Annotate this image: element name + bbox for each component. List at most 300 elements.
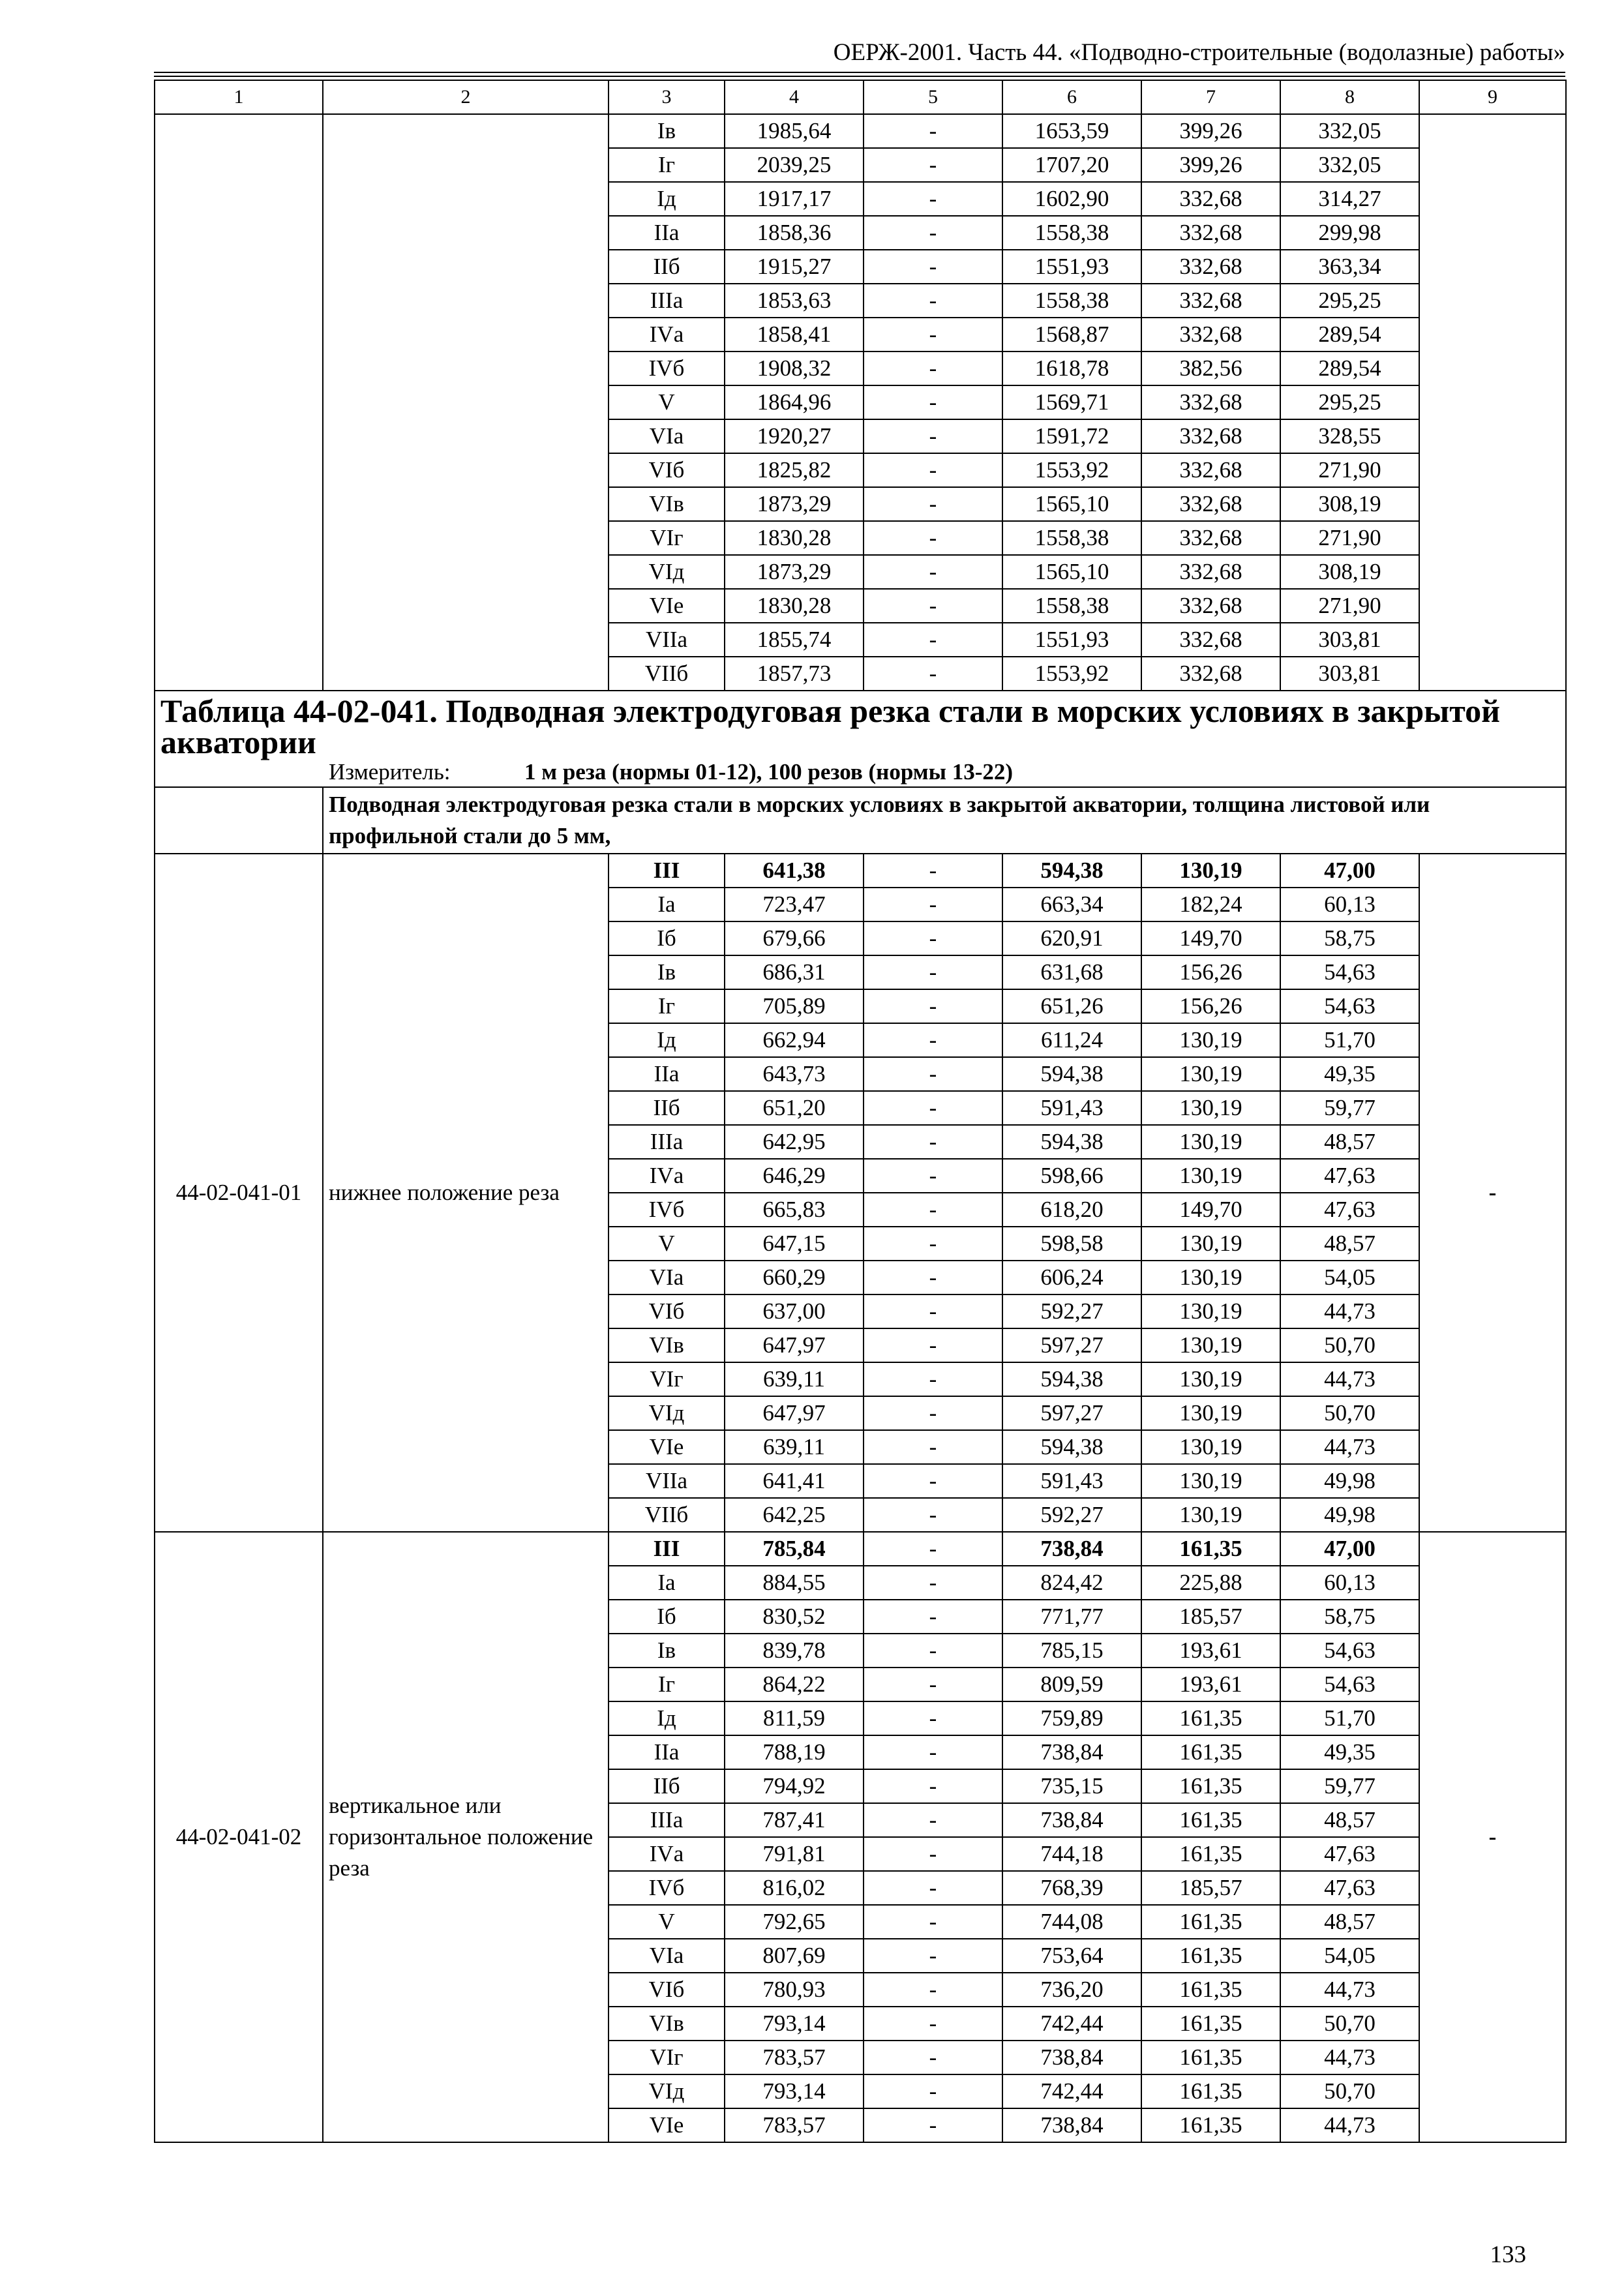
table-cell: - <box>864 114 1002 148</box>
table-cell: 130,19 <box>1141 1159 1280 1193</box>
table-cell: - <box>864 1498 1002 1532</box>
table-cell: 314,27 <box>1280 182 1419 216</box>
table-cell: 332,68 <box>1141 318 1280 352</box>
table-cell: IVб <box>609 1193 725 1227</box>
table-cell: 1825,82 <box>725 453 864 487</box>
table-cell: - <box>864 1600 1002 1634</box>
table-cell: 1985,64 <box>725 114 864 148</box>
table-cell: 156,26 <box>1141 989 1280 1023</box>
column-number: 7 <box>1141 80 1280 114</box>
table-cell: III <box>609 1532 725 1566</box>
table-cell: 161,35 <box>1141 1905 1280 1939</box>
table-cell: 639,11 <box>725 1430 864 1464</box>
table-cell: 161,35 <box>1141 2074 1280 2108</box>
table-cell: 51,70 <box>1280 1701 1419 1735</box>
table-cell: 1618,78 <box>1002 352 1141 385</box>
table-cell: 618,20 <box>1002 1193 1141 1227</box>
column-number-row <box>155 80 1566 114</box>
table-cell: 738,84 <box>1002 1532 1141 1566</box>
col9-value: - <box>1419 1532 1566 2142</box>
table-cell: 705,89 <box>725 989 864 1023</box>
table-cell: 50,70 <box>1280 2074 1419 2108</box>
table-cell: 271,90 <box>1280 453 1419 487</box>
table-cell: 130,19 <box>1141 1328 1280 1362</box>
table-cell: 1857,73 <box>725 657 864 691</box>
table-cell: 161,35 <box>1141 1701 1280 1735</box>
table-cell: 289,54 <box>1280 318 1419 352</box>
table-cell: 738,84 <box>1002 2041 1141 2074</box>
table-cell: 771,77 <box>1002 1600 1141 1634</box>
table-cell: 643,73 <box>725 1057 864 1091</box>
table-cell: 60,13 <box>1280 888 1419 921</box>
table-cell: 193,61 <box>1141 1668 1280 1701</box>
blank-col9-cell <box>1419 114 1566 691</box>
table-cell: VIа <box>609 1939 725 1973</box>
table-cell: 647,97 <box>725 1328 864 1362</box>
table-cell: 792,65 <box>725 1905 864 1939</box>
table-cell: 591,43 <box>1002 1091 1141 1125</box>
table-cell: 303,81 <box>1280 623 1419 657</box>
table-cell: 49,98 <box>1280 1464 1419 1498</box>
table-cell: 58,75 <box>1280 921 1419 955</box>
table-cell: 794,92 <box>725 1769 864 1803</box>
table-cell: 1873,29 <box>725 487 864 521</box>
table-cell: 185,57 <box>1141 1871 1280 1905</box>
table-cell: 130,19 <box>1141 1057 1280 1091</box>
table-cell: 1553,92 <box>1002 453 1141 487</box>
table-cell: 58,75 <box>1280 1600 1419 1634</box>
table-cell: 295,25 <box>1280 284 1419 318</box>
table-cell: 332,68 <box>1141 521 1280 555</box>
table-cell: 2039,25 <box>725 148 864 182</box>
norm-code: 44-02-041-01 <box>155 854 323 1532</box>
table-cell: 1830,28 <box>725 521 864 555</box>
table-cell: - <box>864 1566 1002 1600</box>
table-cell: - <box>864 1362 1002 1396</box>
norm-description: нижнее положение реза <box>323 854 609 1532</box>
table-cell: - <box>864 1023 1002 1057</box>
table-cell: 1873,29 <box>725 555 864 589</box>
table-cell: Iг <box>609 148 725 182</box>
table-cell: - <box>864 1634 1002 1668</box>
table-cell: 592,27 <box>1002 1498 1141 1532</box>
table-cell: 332,68 <box>1141 453 1280 487</box>
table-cell: 1558,38 <box>1002 216 1141 250</box>
table-cell: 594,38 <box>1002 1362 1141 1396</box>
table-cell: 686,31 <box>725 955 864 989</box>
table-cell: 637,00 <box>725 1294 864 1328</box>
table-cell: - <box>864 1803 1002 1837</box>
table-cell: VIIа <box>609 1464 725 1498</box>
table-cell: 47,00 <box>1280 1532 1419 1566</box>
table-cell: 332,68 <box>1141 385 1280 419</box>
table-cell: 130,19 <box>1141 1091 1280 1125</box>
table-cell: 1915,27 <box>725 250 864 284</box>
table-cell: 303,81 <box>1280 657 1419 691</box>
table-cell: 328,55 <box>1280 419 1419 453</box>
table-cell: - <box>864 1939 1002 1973</box>
table-cell: 884,55 <box>725 1566 864 1600</box>
table-cell: VIд <box>609 2074 725 2108</box>
table-cell: 1858,41 <box>725 318 864 352</box>
table-cell: 51,70 <box>1280 1023 1419 1057</box>
table-cell: 44,73 <box>1280 1294 1419 1328</box>
table-cell: 662,94 <box>725 1023 864 1057</box>
table-cell: 744,18 <box>1002 1837 1141 1871</box>
table-cell: 791,81 <box>725 1837 864 1871</box>
table-cell: 308,19 <box>1280 555 1419 589</box>
table-cell: 332,05 <box>1280 148 1419 182</box>
table-cell: VIе <box>609 589 725 623</box>
table-cell: 50,70 <box>1280 1328 1419 1362</box>
table-cell: Iд <box>609 1023 725 1057</box>
table-cell: 193,61 <box>1141 1634 1280 1668</box>
column-number: 1 <box>155 80 323 114</box>
table-cell: - <box>864 1091 1002 1125</box>
table-cell: 641,41 <box>725 1464 864 1498</box>
table-cell: IIIа <box>609 1803 725 1837</box>
table-cell: 182,24 <box>1141 888 1280 921</box>
table-cell: Iв <box>609 1634 725 1668</box>
table-cell: 816,02 <box>725 1871 864 1905</box>
table-cell: VIг <box>609 521 725 555</box>
table-cell: - <box>864 854 1002 888</box>
table-cell: 49,35 <box>1280 1735 1419 1769</box>
table-cell: - <box>864 487 1002 521</box>
table-cell: 47,63 <box>1280 1193 1419 1227</box>
table-cell: 161,35 <box>1141 2108 1280 2142</box>
table-title-row <box>155 691 1566 787</box>
table-cell: - <box>864 284 1002 318</box>
table-cell: 1591,72 <box>1002 419 1141 453</box>
table-cell: 332,68 <box>1141 419 1280 453</box>
table-cell: 1920,27 <box>725 419 864 453</box>
table-cell: 1707,20 <box>1002 148 1141 182</box>
subheading-row <box>155 787 1566 854</box>
table-cell: 1569,71 <box>1002 385 1141 419</box>
table-cell: 864,22 <box>725 1668 864 1701</box>
table-cell: 48,57 <box>1280 1227 1419 1261</box>
table-cell: - <box>864 1261 1002 1294</box>
table-cell: - <box>864 182 1002 216</box>
table-cell: 780,93 <box>725 1973 864 2007</box>
measure-value: 1 м реза (нормы 01-12), 100 резов (нормы 13-22) <box>524 759 1014 785</box>
table-cell: 130,19 <box>1141 1362 1280 1396</box>
table-cell: 130,19 <box>1141 1464 1280 1498</box>
table-cell: 811,59 <box>725 1701 864 1735</box>
table-cell: 591,43 <box>1002 1464 1141 1498</box>
table-cell: 742,44 <box>1002 2007 1141 2041</box>
table-cell: 1855,74 <box>725 623 864 657</box>
table-cell: 598,66 <box>1002 1159 1141 1193</box>
table-cell: Iд <box>609 182 725 216</box>
table-cell: Iб <box>609 1600 725 1634</box>
table-cell: 1558,38 <box>1002 589 1141 623</box>
table-cell: 824,42 <box>1002 1566 1141 1600</box>
table-cell: 1565,10 <box>1002 487 1141 521</box>
table-cell: 130,19 <box>1141 1498 1280 1532</box>
table-cell: - <box>864 2041 1002 2074</box>
table-cell: 1864,96 <box>725 385 864 419</box>
table-cell: Iв <box>609 114 725 148</box>
table-cell: - <box>864 1227 1002 1261</box>
table-title-cell <box>155 691 1566 787</box>
table-cell: 50,70 <box>1280 2007 1419 2041</box>
table-cell: 1908,32 <box>725 352 864 385</box>
table-body <box>155 80 1566 2142</box>
table-cell: VIа <box>609 419 725 453</box>
table-cell: - <box>864 1057 1002 1091</box>
table-cell: 1568,87 <box>1002 318 1141 352</box>
blank-desc-cell <box>323 114 609 691</box>
table-cell: 47,63 <box>1280 1159 1419 1193</box>
table-cell: 594,38 <box>1002 1057 1141 1091</box>
table-cell: 641,38 <box>725 854 864 888</box>
table-cell: Iб <box>609 921 725 955</box>
blank-code-cell <box>155 114 323 691</box>
table-cell: 130,19 <box>1141 1023 1280 1057</box>
table-cell: 1830,28 <box>725 589 864 623</box>
table-cell: - <box>864 148 1002 182</box>
table-cell: 1853,63 <box>725 284 864 318</box>
blank-code-cell <box>155 787 323 854</box>
table-cell: 332,68 <box>1141 623 1280 657</box>
table-cell: IIа <box>609 1057 725 1091</box>
table-cell: - <box>864 1871 1002 1905</box>
table-cell: VIг <box>609 1362 725 1396</box>
table-cell: 785,84 <box>725 1532 864 1566</box>
table-cell: - <box>864 2007 1002 2041</box>
table-cell: 620,91 <box>1002 921 1141 955</box>
table-cell: 738,84 <box>1002 1735 1141 1769</box>
table-cell: 130,19 <box>1141 1430 1280 1464</box>
table-cell: - <box>864 1769 1002 1803</box>
table-cell: 48,57 <box>1280 1905 1419 1939</box>
table-cell: Iг <box>609 1668 725 1701</box>
col9-value: - <box>1419 854 1566 1532</box>
table-cell: 54,05 <box>1280 1261 1419 1294</box>
table-cell: 149,70 <box>1141 921 1280 955</box>
table-cell: VIIб <box>609 657 725 691</box>
table-cell: 647,97 <box>725 1396 864 1430</box>
table-cell: 59,77 <box>1280 1091 1419 1125</box>
table-cell: 594,38 <box>1002 854 1141 888</box>
table-cell: 646,29 <box>725 1159 864 1193</box>
table-cell: 44,73 <box>1280 2041 1419 2074</box>
table-cell: 399,26 <box>1141 114 1280 148</box>
table-cell: VIб <box>609 1294 725 1328</box>
table-cell: - <box>864 1294 1002 1328</box>
table-cell: 50,70 <box>1280 1396 1419 1430</box>
measure-label: Измеритель: <box>329 759 451 785</box>
table-cell: 130,19 <box>1141 1396 1280 1430</box>
table-cell: 594,38 <box>1002 1430 1141 1464</box>
norm-code: 44-02-041-02 <box>155 1532 323 2142</box>
table-cell: - <box>864 318 1002 352</box>
table-cell: 130,19 <box>1141 1227 1280 1261</box>
table-cell: - <box>864 216 1002 250</box>
table-cell: 332,68 <box>1141 487 1280 521</box>
table-cell: - <box>864 1837 1002 1871</box>
table-cell: - <box>864 1430 1002 1464</box>
table-cell: 738,84 <box>1002 1803 1141 1837</box>
table-cell: 225,88 <box>1141 1566 1280 1600</box>
table-cell: Iд <box>609 1701 725 1735</box>
table-cell: VIд <box>609 555 725 589</box>
table-cell: 768,39 <box>1002 1871 1141 1905</box>
column-number: 2 <box>323 80 609 114</box>
table-cell: - <box>864 921 1002 955</box>
table-cell: 161,35 <box>1141 1735 1280 1769</box>
table-cell: 130,19 <box>1141 1125 1280 1159</box>
table-cell: VIб <box>609 1973 725 2007</box>
table-cell: - <box>864 623 1002 657</box>
table-cell: 642,95 <box>725 1125 864 1159</box>
measure-row <box>160 758 1560 786</box>
table-cell: VIIа <box>609 623 725 657</box>
table-cell: 44,73 <box>1280 1973 1419 2007</box>
table-cell: 1558,38 <box>1002 521 1141 555</box>
table-cell: VIв <box>609 2007 725 2041</box>
table-cell: Iв <box>609 955 725 989</box>
table-cell: 54,63 <box>1280 955 1419 989</box>
table-cell: IIIа <box>609 1125 725 1159</box>
table-cell: VIв <box>609 487 725 521</box>
table-row <box>155 1532 1566 1566</box>
table-cell: 1653,59 <box>1002 114 1141 148</box>
table-cell: VIа <box>609 1261 725 1294</box>
table-cell: 44,73 <box>1280 1430 1419 1464</box>
page-header: ОЕРЖ-2001. Часть 44. «Подводно-строительные (водолазные) работы» <box>833 39 1565 66</box>
table-cell: - <box>864 1905 1002 1939</box>
table-cell: - <box>864 521 1002 555</box>
table-cell: 660,29 <box>725 1261 864 1294</box>
table-cell: 130,19 <box>1141 1261 1280 1294</box>
table-cell: - <box>864 1193 1002 1227</box>
table-cell: 1602,90 <box>1002 182 1141 216</box>
table-cell: VIе <box>609 2108 725 2142</box>
table-cell: - <box>864 657 1002 691</box>
table-cell: VIв <box>609 1328 725 1362</box>
header-rule-double <box>154 76 1565 77</box>
table-cell: 130,19 <box>1141 854 1280 888</box>
table-row <box>155 854 1566 888</box>
table-cell: 592,27 <box>1002 1294 1141 1328</box>
table-cell: - <box>864 453 1002 487</box>
table-cell: 651,26 <box>1002 989 1141 1023</box>
table-cell: 1565,10 <box>1002 555 1141 589</box>
table-cell: 665,83 <box>725 1193 864 1227</box>
table-cell: 44,73 <box>1280 2108 1419 2142</box>
table-cell: 332,68 <box>1141 589 1280 623</box>
table-cell: 723,47 <box>725 888 864 921</box>
table-cell: 631,68 <box>1002 955 1141 989</box>
table-cell: V <box>609 1905 725 1939</box>
column-number: 8 <box>1280 80 1419 114</box>
table-cell: 1551,93 <box>1002 623 1141 657</box>
table-cell: IIIа <box>609 284 725 318</box>
table-cell: 663,34 <box>1002 888 1141 921</box>
table-cell: 47,63 <box>1280 1837 1419 1871</box>
table-title: Таблица 44-02-041. Подводная электродуговая резка стали в морских условиях в закрытой акватории <box>160 693 1500 760</box>
table-cell: 149,70 <box>1141 1193 1280 1227</box>
table-cell: 382,56 <box>1141 352 1280 385</box>
table-cell: 47,00 <box>1280 854 1419 888</box>
table-cell: 611,24 <box>1002 1023 1141 1057</box>
table-cell: - <box>864 352 1002 385</box>
table-cell: - <box>864 385 1002 419</box>
table-cell: VIе <box>609 1430 725 1464</box>
table-cell: 332,68 <box>1141 216 1280 250</box>
table-cell: 59,77 <box>1280 1769 1419 1803</box>
table-cell: 736,20 <box>1002 1973 1141 2007</box>
table-cell: - <box>864 955 1002 989</box>
table-cell: 161,35 <box>1141 1973 1280 2007</box>
table-cell: 54,63 <box>1280 989 1419 1023</box>
table-cell: VIд <box>609 1396 725 1430</box>
page-number: 133 <box>1490 2241 1526 2268</box>
table-cell: 759,89 <box>1002 1701 1141 1735</box>
table-cell: 332,68 <box>1141 284 1280 318</box>
table-cell: 49,35 <box>1280 1057 1419 1091</box>
table-cell: 785,15 <box>1002 1634 1141 1668</box>
table-cell: 299,98 <box>1280 216 1419 250</box>
norms-table <box>154 80 1567 2143</box>
table-cell: V <box>609 1227 725 1261</box>
table-cell: 793,14 <box>725 2074 864 2108</box>
table-cell: Iа <box>609 888 725 921</box>
table-cell: 54,63 <box>1280 1668 1419 1701</box>
table-cell: 1558,38 <box>1002 284 1141 318</box>
table-cell: IIб <box>609 1091 725 1125</box>
table-cell: 753,64 <box>1002 1939 1141 1973</box>
table-cell: - <box>864 1464 1002 1498</box>
table-cell: 289,54 <box>1280 352 1419 385</box>
table-cell: 161,35 <box>1141 2007 1280 2041</box>
table-cell: - <box>864 555 1002 589</box>
table-cell: 161,35 <box>1141 1837 1280 1871</box>
table-cell: 807,69 <box>725 1939 864 1973</box>
table-cell: - <box>864 2074 1002 2108</box>
table-cell: 161,35 <box>1141 1803 1280 1837</box>
table-cell: 332,68 <box>1141 250 1280 284</box>
table-cell: 363,34 <box>1280 250 1419 284</box>
table-cell: 54,05 <box>1280 1939 1419 1973</box>
norm-description: вертикальное или горизонтальное положение реза <box>323 1532 609 2142</box>
table-cell: 399,26 <box>1141 148 1280 182</box>
table-cell: IIа <box>609 1735 725 1769</box>
table-cell: 295,25 <box>1280 385 1419 419</box>
table-cell: - <box>864 1735 1002 1769</box>
table-cell: 1917,17 <box>725 182 864 216</box>
table-cell: IVб <box>609 352 725 385</box>
table-cell: 809,59 <box>1002 1668 1141 1701</box>
table-cell: IVа <box>609 318 725 352</box>
table-cell: 332,05 <box>1280 114 1419 148</box>
table-cell: Iа <box>609 1566 725 1600</box>
table-cell: III <box>609 854 725 888</box>
table-cell: IVа <box>609 1159 725 1193</box>
table-cell: VIг <box>609 2041 725 2074</box>
table-cell: 651,20 <box>725 1091 864 1125</box>
table-cell: - <box>864 989 1002 1023</box>
table-cell: 54,63 <box>1280 1634 1419 1668</box>
table-cell: 783,57 <box>725 2041 864 2074</box>
table-row <box>155 114 1566 148</box>
table-cell: VIб <box>609 453 725 487</box>
column-number: 5 <box>864 80 1002 114</box>
table-cell: 742,44 <box>1002 2074 1141 2108</box>
